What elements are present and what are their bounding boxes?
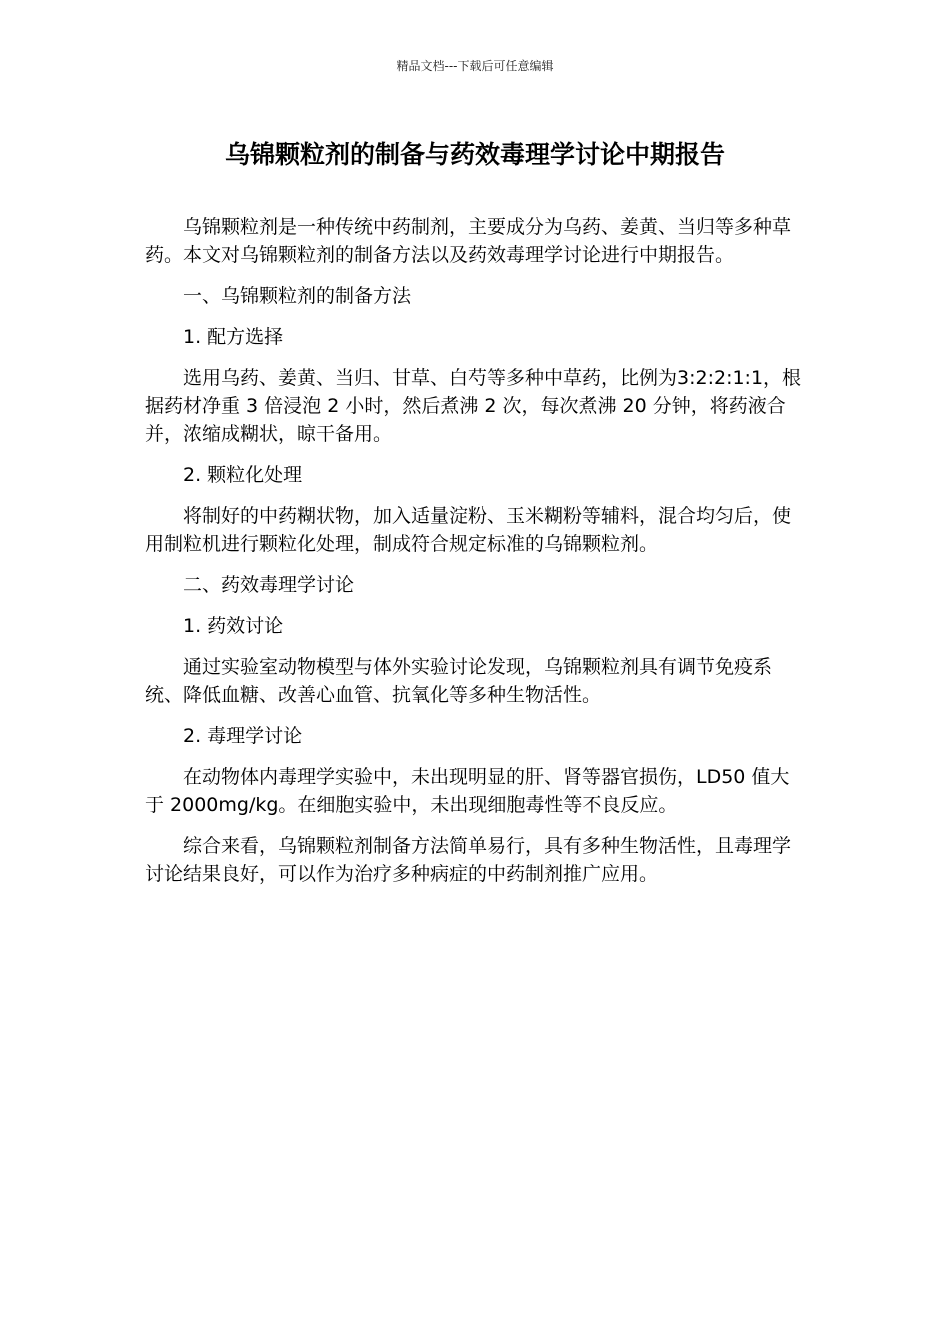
toxicology-paragraph: 在动物体内毒理学实验中，未出现明显的肝、肾等器官损伤，LD50 值大于 2000mg/kg。在细胞实验中，未出现细胞毒性等不良反应。 xyxy=(145,766,790,816)
subsection-heading-granulation: 2. 颗粒化处理 xyxy=(183,464,303,486)
formula-paragraph: 选用乌药、姜黄、当归、甘草、白芍等多种中草药，比例为3:2:2:1:1，根据药材净重 3 倍浸泡 2 小时，然后煮沸 2 次，每次煮沸 20 分钟，将药液合并，浓缩成糊状，晾干备用。 xyxy=(145,367,802,445)
conclusion-paragraph: 综合来看，乌锦颗粒剂制备方法简单易行，具有多种生物活性，且毒理学讨论结果良好，可以作为治疗多种病症的中药制剂推广应用。 xyxy=(145,835,792,885)
granulation-paragraph: 将制好的中药糊状物，加入适量淀粉、玉米糊粉等辅料，混合均匀后，使用制粒机进行颗粒化处理，制成符合规定标准的乌锦颗粒剂。 xyxy=(145,505,792,555)
subsection-heading-formula: 1. 配方选择 xyxy=(183,326,284,348)
subsection-heading-toxicology: 2. 毒理学讨论 xyxy=(183,725,303,747)
intro-paragraph: 乌锦颗粒剂是一种传统中药制剂，主要成分为乌药、姜黄、当归等多种草药。本文对乌锦颗粒剂的制备方法以及药效毒理学讨论进行中期报告。 xyxy=(145,216,792,266)
efficacy-paragraph: 通过实验室动物模型与体外实验讨论发现，乌锦颗粒剂具有调节免疫系统、降低血糖、改善心血管、抗氧化等多种生物活性。 xyxy=(145,656,773,706)
subsection-heading-efficacy: 1. 药效讨论 xyxy=(183,615,284,637)
page-header: 精品文档---下载后可任意编辑 xyxy=(396,59,554,73)
section-heading-pharmacology: 二、药效毒理学讨论 xyxy=(183,574,355,596)
document-title: 乌锦颗粒剂的制备与药效毒理学讨论中期报告 xyxy=(224,140,725,169)
document-body xyxy=(145,213,807,901)
section-heading-preparation: 一、乌锦颗粒剂的制备方法 xyxy=(183,285,412,307)
